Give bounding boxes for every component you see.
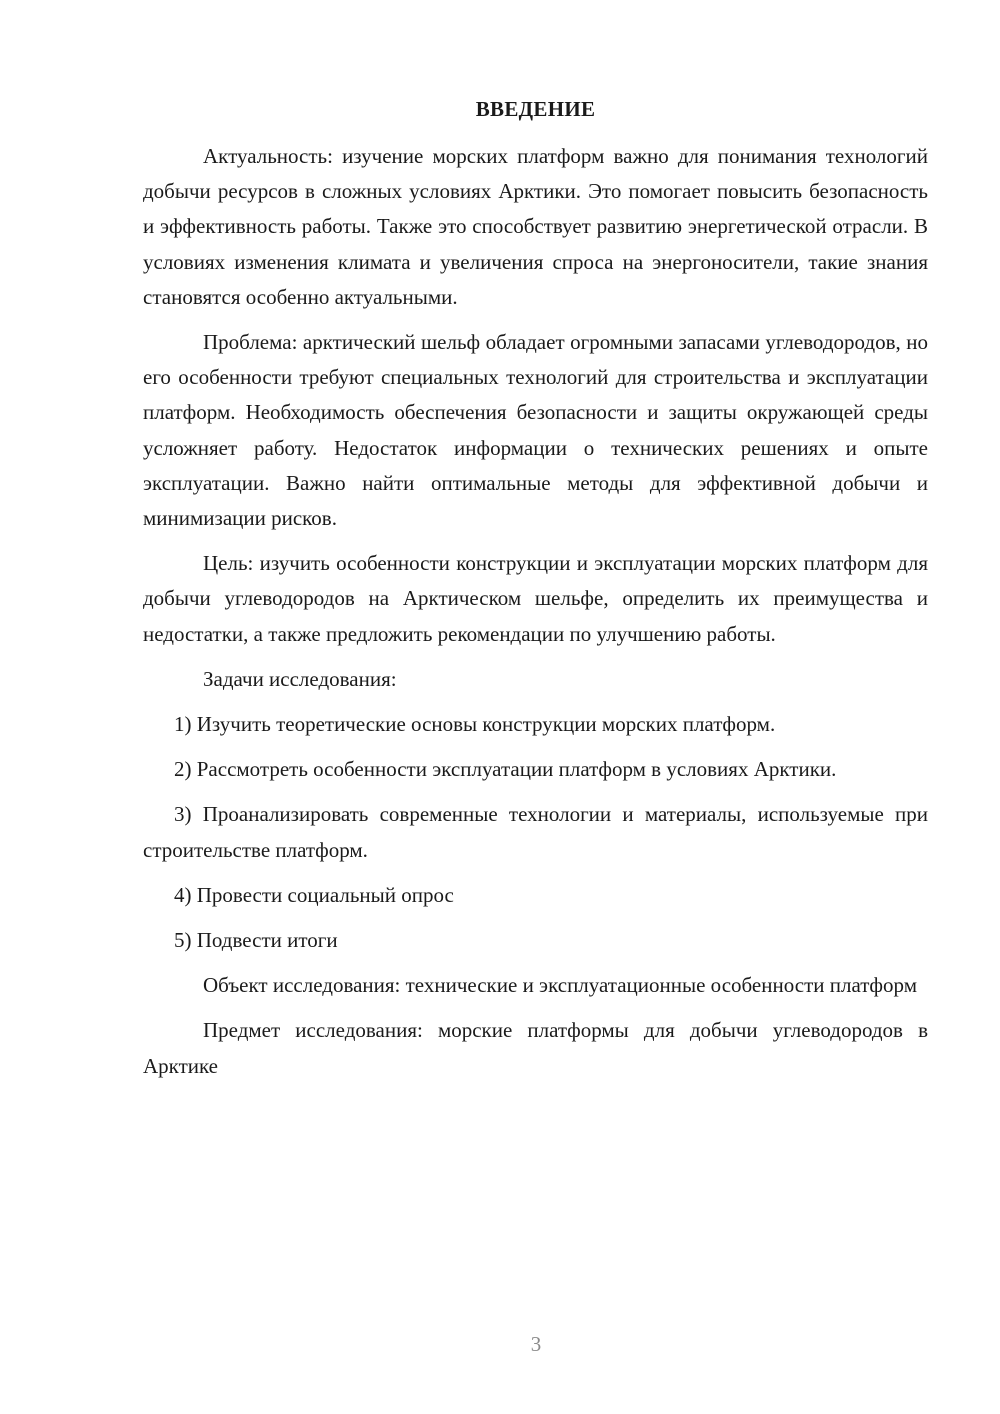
paragraph-research-subject: Предмет исследования: морские платформы для добычи углеводородов в Арктике: [143, 1018, 928, 1078]
page-content: [143, 92, 928, 1094]
task-item-1: 1) Изучить теоретические основы конструкции морских платформ.: [174, 712, 776, 737]
paragraph-research-object: Объект исследования: технические и эксплуатационные особенности платформ: [203, 973, 917, 998]
paragraph-tasks-heading: Задачи исследования:: [203, 666, 397, 691]
paragraph-relevance: Актуальность: изучение морских платформ важно для понимания технологий добычи ресурсов в сложных условиях Арктики. Это помогает повысить безопасность и эффективность работы. Также это способствует развитию энергетической отрасли. В условиях изменения климата и увеличения спроса на энергоносители, такие знания становятся особенно актуальными.: [143, 144, 928, 309]
paragraph-problem: Проблема: арктический шельф обладает огромными запасами углеводородов, но его особенности требуют специальных технологий для строительства и эксплуатации платформ. Необходимость обеспечения безопасности и защиты окружающей среды усложняет работу. Недостаток информации о технических решениях и опыте эксплуатации. Важно найти оптимальные методы для эффективной добычи и минимизации рисков.: [143, 330, 928, 531]
paragraph-goal: Цель: изучить особенности конструкции и эксплуатации морских платформ для добычи углеводородов на Арктическом шельфе, определить их преимущества и недостатки, а также предложить рекомендации по улучшению работы.: [143, 551, 928, 646]
task-item-4: 4) Провести социальный опрос: [174, 882, 454, 907]
task-item-2: 2) Рассмотреть особенности эксплуатации платформ в условиях Арктики.: [174, 757, 837, 782]
page-title: ВВЕДЕНИЕ: [475, 97, 596, 121]
task-item-5: 5) Подвести итоги: [174, 928, 338, 953]
page-number: 3: [530, 1332, 542, 1356]
task-item-3: 3) Проанализировать современные технологии и материалы, используемые при строительстве платформ.: [143, 802, 928, 862]
